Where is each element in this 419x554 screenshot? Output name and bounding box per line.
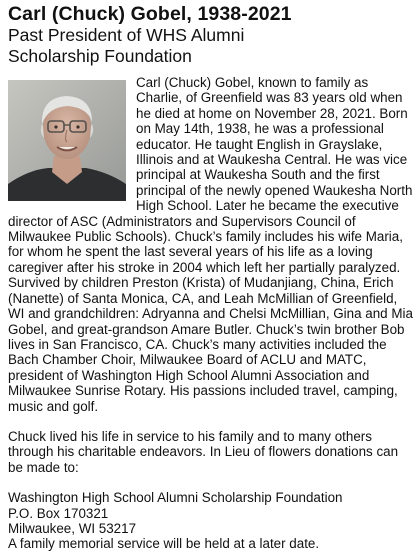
obituary-page	[8, 4, 413, 552]
obituary-paragraph-2: Chuck lived his life in service to his family and to many others through his charitable endeavors. In Lieu of flowers donations can be made to:	[8, 428, 399, 475]
closing-line: A family memorial service will be held at a later date.	[8, 536, 320, 552]
address-line-2: P.O. Box 170321	[8, 505, 109, 521]
address-line-3: Milwaukee, WI 53217	[8, 520, 137, 536]
portrait-photo	[8, 80, 126, 201]
subtitle-line-2: Scholarship Foundation	[8, 46, 192, 66]
obituary-paragraph-1: Carl (Chuck) Gobel, known to family as Charlie, of Greenfield was 83 years old when he died at home on November 28, 2021. Born on May 14th, 1938, he was a professional educator. He taught English in Grayslake, Illinois and at Waukesha Central. He was vice principal at Waukesha South and the first principal of the newly opened Waukesha North High School. Later he became the executive director of ASC (Administrators and Supervisors Council of Milwaukee Public Schools). Chuck’s family includes his wife Maria, for whom he spent the last several years of his life as a loving caregiver after his stroke in 2004 which left her partially paralyzed. Survived by children Preston (Krista) of Mudanjiang, China, Erich (Nanette) of Santa Monica, CA, and Leah McMillian of Greenfield, WI and grandchildren: Adryanna and Chelsi McMillian, Gina and Mia Gobel, and great-grandson Amare Butler. Chuck’s twin brother Bob lives in San Francisco, CA. Chuck’s many activities included the Bach Chamber Choir, Milwaukee Board of ACLU and MATC, president of Washington High School Alumni Association and Milwaukee Sunrise Rotary. His passions included travel, camping, music and golf.	[8, 75, 413, 414]
page-title: Carl (Chuck) Gobel, 1938-2021	[8, 3, 292, 25]
portrait-image	[8, 80, 126, 201]
obituary-body	[8, 75, 413, 552]
address-line-1: Washington High School Alumni Scholarship Foundation	[8, 490, 343, 506]
subtitle-line-1: Past President of WHS Alumni	[8, 25, 245, 45]
